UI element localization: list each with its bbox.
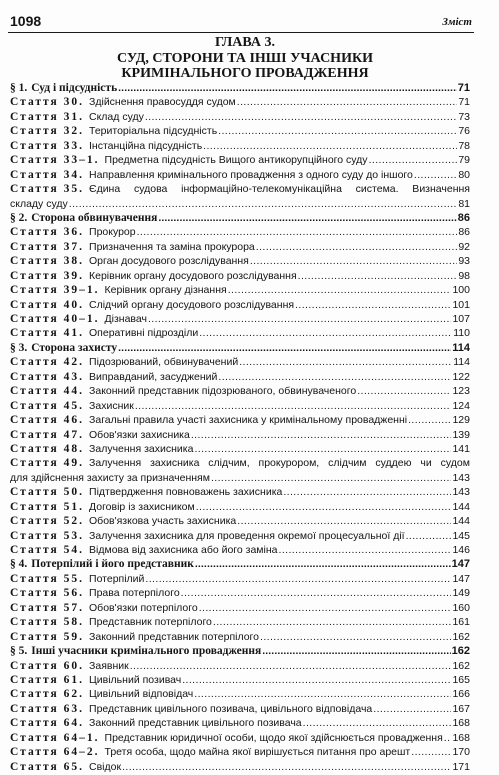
running-head: Зміст: [442, 16, 472, 28]
dot-leader: [199, 326, 452, 340]
entry-title: Залучення захисника для проведення окремої процесуальної дії: [89, 529, 405, 542]
entry-title: Склад суду: [89, 110, 144, 123]
entry-page-number: 166: [452, 688, 470, 701]
entry-line: [10, 471, 470, 485]
entry-page-number: 146: [452, 544, 470, 556]
entry-title: Залучення захисника слідчим, прокурором, слідчим суддею чи судом: [89, 457, 470, 470]
entry-label: Стаття 52.: [10, 515, 85, 528]
entry-page-number: 171: [452, 760, 470, 773]
entry-line: [10, 197, 470, 211]
entry-page-number: 80: [458, 168, 470, 181]
toc-article-entry: [10, 543, 470, 557]
dot-leader: [69, 197, 458, 211]
entry-line: [10, 95, 470, 109]
entry-page-number: 122: [452, 370, 470, 383]
entry-title: Представник юридичної особи, щодо якої здійснюється провадження: [104, 731, 443, 744]
entry-line: [10, 341, 470, 355]
entry-title: Дізнавач: [104, 313, 147, 325]
entry-title: Єдина судова інформаційно-телекомунікаційна система. Визначення: [89, 183, 470, 196]
entry-line: [10, 81, 470, 95]
entry-title: Представник потерпілого: [89, 616, 212, 629]
entry-line: [10, 211, 470, 225]
toc-article-entry: [10, 485, 470, 499]
toc-article-entry: [10, 384, 470, 398]
dot-leader: [260, 630, 451, 644]
toc-article-entry: [10, 760, 470, 774]
dot-leader: [145, 110, 457, 124]
entry-label: Стаття 60.: [10, 659, 85, 672]
entry-line: [10, 399, 470, 413]
entry-label: Стаття 55.: [10, 572, 85, 585]
entry-page-number: 168: [452, 731, 470, 744]
entry-label: Стаття 53.: [10, 529, 85, 542]
entry-title-continuation: складу суду: [10, 197, 68, 210]
entry-label: § 3.: [10, 341, 28, 354]
entry-label: Стаття 38.: [10, 255, 85, 268]
dot-leader: [148, 312, 452, 326]
chapter-heading: [10, 35, 480, 82]
entry-page-number: 143: [452, 486, 470, 499]
entry-line: [10, 283, 470, 297]
dot-leader: [137, 225, 458, 239]
toc-article-entry: [10, 442, 470, 456]
entry-title: Обов'язки захисника: [89, 428, 190, 441]
dot-leader: [211, 471, 452, 485]
toc-article-entry: [10, 673, 470, 687]
entry-page-number: 93: [458, 255, 470, 268]
dot-leader: [213, 615, 452, 629]
entry-line: [10, 384, 470, 398]
entry-line: [10, 182, 470, 196]
entry-label: Стаття 50.: [10, 486, 85, 499]
toc-section-entry: [10, 557, 470, 571]
entry-label: Стаття 61.: [10, 673, 85, 686]
entry-label: Стаття 39–1.: [10, 284, 100, 297]
page-number: 1098: [10, 13, 42, 29]
toc-article-entry: [10, 514, 470, 528]
entry-title: Прокурор: [89, 226, 136, 239]
dot-leader: [199, 601, 452, 615]
entry-line: [10, 731, 470, 745]
toc-article-entry: [10, 572, 470, 586]
entry-page-number: 81: [458, 197, 470, 210]
entry-line: [10, 326, 470, 340]
dot-leader: [303, 716, 452, 730]
entry-page-number: 129: [452, 414, 470, 427]
entry-label: Стаття 42.: [10, 356, 85, 369]
entry-title: Керівник органу досудового розслідування: [89, 269, 297, 282]
toc-article-entry: [10, 95, 470, 109]
entry-label: Стаття 30.: [10, 96, 85, 109]
table-of-contents: [10, 81, 470, 774]
toc-section-entry: [10, 81, 470, 95]
dot-leader: [373, 702, 451, 716]
entry-line: [10, 760, 470, 774]
entry-page-number: 76: [458, 125, 470, 138]
toc-article-entry: [10, 745, 470, 759]
entry-title: Предметна підсудність Вищого антикорупційного суду: [104, 154, 368, 167]
entry-label: Стаття 43.: [10, 370, 85, 383]
entry-label: § 2.: [10, 211, 28, 224]
entry-line: [10, 370, 470, 384]
dot-leader: [283, 485, 451, 499]
entry-page-number: 139: [452, 428, 470, 441]
entry-label: Стаття 54.: [10, 544, 85, 556]
entry-page-number: 145: [452, 529, 470, 542]
entry-title: Цивільний відповідач: [89, 688, 194, 701]
entry-label: Стаття 35.: [10, 183, 85, 196]
toc-article-entry: [10, 153, 470, 167]
entry-label: Стаття 48.: [10, 442, 85, 455]
entry-page-number: 114: [453, 356, 470, 369]
toc-article-entry: [10, 399, 470, 413]
toc-article-entry: [10, 529, 470, 543]
entry-label: Стаття 46.: [10, 414, 85, 427]
entry-line: [10, 702, 470, 716]
toc-article-entry: [10, 182, 470, 211]
entry-title: Представник цивільного позивача, цивільного відповідача: [89, 702, 373, 715]
entry-page-number: 110: [453, 327, 470, 340]
toc-article-entry: [10, 370, 470, 384]
toc-article-entry: [10, 312, 470, 326]
dot-leader: [118, 81, 457, 95]
toc-article-entry: [10, 615, 470, 629]
entry-line: [10, 428, 470, 442]
dot-leader: [406, 529, 452, 543]
entry-title: Призначення та заміна прокурора: [89, 240, 255, 253]
dot-leader: [118, 341, 451, 355]
toc-article-entry: [10, 687, 470, 701]
entry-line: [10, 153, 470, 167]
dot-leader: [194, 687, 451, 701]
entry-label: § 1.: [10, 82, 28, 94]
entry-label: Стаття 63.: [10, 702, 85, 715]
entry-label: Стаття 57.: [10, 601, 85, 614]
entry-label: Стаття 44.: [10, 385, 85, 398]
entry-label: Стаття 64–2.: [10, 746, 100, 759]
entry-title: Договір із захисником: [89, 500, 195, 513]
entry-label: Стаття 51.: [10, 500, 85, 513]
dot-leader: [369, 153, 458, 167]
chapter-title-line-2: КРИМІНАЛЬНОГО ПРОВАДЖЕННЯ: [121, 66, 369, 81]
entry-label: Стаття 31.: [10, 110, 85, 123]
dot-leader: [203, 139, 457, 153]
entry-page-number: 149: [452, 587, 470, 600]
dot-leader: [130, 659, 452, 673]
entry-line: [10, 485, 470, 499]
entry-title: Свідок: [89, 760, 122, 773]
entry-line: [10, 572, 470, 586]
entry-label: Стаття 40–1.: [10, 313, 100, 325]
dot-leader: [196, 500, 452, 514]
dot-leader: [357, 384, 451, 398]
entry-label: Стаття 64–1.: [10, 731, 100, 744]
entry-line: [10, 139, 470, 153]
toc-article-entry: [10, 716, 470, 730]
dot-leader: [256, 240, 458, 254]
entry-label: Стаття 40.: [10, 298, 85, 311]
entry-page-number: 71: [457, 82, 470, 94]
entry-label: Стаття 47.: [10, 428, 85, 441]
entry-line: [10, 586, 470, 600]
toc-article-entry: [10, 254, 470, 268]
entry-page-number: 141: [452, 442, 470, 455]
entry-title: Слідчий органу досудового розслідування: [89, 298, 295, 311]
entry-title: Орган досудового розслідування: [89, 255, 249, 268]
toc-article-entry: [10, 601, 470, 615]
entry-label: Стаття 49.: [10, 457, 85, 470]
entry-page-number: 144: [452, 500, 470, 513]
entry-title: Оперативні підрозділи: [89, 327, 199, 340]
entry-page-number: 98: [458, 269, 470, 282]
entry-label: Стаття 62.: [10, 688, 85, 701]
toc-section-entry: [10, 644, 470, 658]
entry-line: [10, 298, 470, 312]
toc-article-entry: [10, 586, 470, 600]
entry-line: [10, 500, 470, 514]
dot-leader: [250, 254, 457, 268]
entry-line: [10, 745, 470, 759]
toc-article-entry: [10, 500, 470, 514]
chapter-title-line-1: СУД, СТОРОНИ ТА ІНШІ УЧАСНИКИ: [116, 50, 373, 66]
toc-article-entry: [10, 413, 470, 427]
entry-page-number: 114: [452, 341, 470, 354]
entry-page-number: 100: [452, 284, 470, 297]
entry-title: Керівник органу дізнання: [104, 284, 227, 297]
entry-title: Інші учасники кримінального провадження: [31, 645, 262, 658]
entry-page-number: 167: [452, 702, 470, 715]
entry-line: [10, 413, 470, 427]
entry-title: Направлення кримінального провадження з одного суду до іншого: [89, 168, 413, 181]
dot-leader: [411, 745, 451, 759]
entry-title: Суд і підсудність: [31, 82, 118, 94]
entry-line: [10, 543, 470, 557]
entry-title-continuation: для здійснення захисту за призначенням: [10, 471, 210, 484]
entry-title: Підозрюваний, обвинувачений: [89, 356, 239, 369]
entry-label: Стаття 41.: [10, 327, 85, 340]
dot-leader: [135, 399, 452, 413]
entry-line: [10, 615, 470, 629]
dot-leader: [279, 543, 452, 557]
entry-line: [10, 269, 470, 283]
toc-article-entry: [10, 456, 470, 485]
entry-page-number: 79: [458, 154, 470, 167]
dot-leader: [191, 428, 452, 442]
dot-leader: [237, 514, 451, 528]
entry-line: [10, 456, 470, 470]
toc-article-entry: [10, 355, 470, 369]
toc-article-entry: [10, 283, 470, 297]
entry-title: Інстанційна підсудність: [89, 139, 203, 152]
entry-title: Захисник: [89, 399, 134, 412]
entry-page-number: 162: [451, 645, 470, 658]
dot-leader: [237, 95, 458, 109]
toc-article-entry: [10, 110, 470, 124]
dot-leader: [262, 644, 450, 658]
toc-article-entry: [10, 428, 470, 442]
entry-label: Стаття 37.: [10, 240, 85, 253]
entry-title: Загальні правила участі захисника у кримінальному провадженні: [89, 414, 408, 427]
entry-line: [10, 254, 470, 268]
toc-article-entry: [10, 168, 470, 182]
entry-line: [10, 601, 470, 615]
entry-label: Стаття 34.: [10, 168, 85, 181]
entry-line: [10, 168, 470, 182]
entry-page-number: 101: [452, 298, 470, 311]
toc-article-entry: [10, 326, 470, 340]
entry-title: Підтвердження повноважень захисника: [89, 486, 283, 499]
entry-page-number: 124: [452, 399, 470, 412]
dot-leader: [158, 211, 456, 225]
entry-label: § 5.: [10, 645, 28, 658]
toc-article-entry: [10, 702, 470, 716]
entry-line: [10, 673, 470, 687]
toc-section-entry: [10, 211, 470, 225]
entry-label: Стаття 58.: [10, 616, 85, 629]
entry-page-number: 162: [452, 630, 470, 643]
entry-label: Стаття 33–1.: [10, 154, 100, 167]
entry-label: Стаття 56.: [10, 587, 85, 600]
entry-label: Стаття 32.: [10, 125, 85, 138]
entry-line: [10, 557, 470, 571]
toc-article-entry: [10, 298, 470, 312]
entry-page-number: 165: [452, 673, 470, 686]
dot-leader: [122, 760, 451, 774]
entry-label: Стаття 39.: [10, 269, 85, 282]
entry-page-number: 160: [452, 601, 470, 614]
dot-leader: [298, 269, 458, 283]
entry-title: Сторона захисту: [31, 341, 118, 354]
dot-leader: [414, 168, 457, 182]
entry-page-number: 86: [457, 211, 470, 224]
entry-line: [10, 644, 470, 658]
entry-page-number: 147: [452, 572, 470, 585]
toc-article-entry: [10, 124, 470, 138]
entry-page-number: 123: [452, 385, 470, 398]
entry-label: Стаття 33.: [10, 139, 85, 152]
entry-label: Стаття 36.: [10, 226, 85, 239]
toc-article-entry: [10, 225, 470, 239]
entry-page-number: 107: [452, 313, 470, 325]
entry-title: Сторона обвинувачення: [31, 211, 158, 224]
entry-title: Законний представник цивільного позивача: [89, 717, 302, 730]
dot-leader: [408, 413, 451, 427]
toc-article-entry: [10, 139, 470, 153]
toc-section-entry: [10, 341, 470, 355]
entry-page-number: 144: [452, 515, 470, 528]
entry-page-number: 92: [458, 240, 470, 253]
entry-line: [10, 687, 470, 701]
entry-line: [10, 529, 470, 543]
entry-title: Законний представник підозрюваного, обвинуваченого: [89, 385, 357, 398]
toc-article-entry: [10, 240, 470, 254]
entry-label: § 4.: [10, 558, 28, 571]
entry-line: [10, 312, 470, 326]
entry-title: Законний представник потерпілого: [89, 630, 259, 643]
dot-leader: [195, 557, 451, 571]
dot-leader: [218, 370, 451, 384]
entry-label: Стаття 65.: [10, 760, 85, 773]
entry-title: Цивільний позивач: [89, 673, 182, 686]
entry-title: Здійснення правосуддя судом: [89, 96, 236, 109]
entry-title: Обов'язки потерпілого: [89, 601, 198, 614]
entry-title: Заявник: [89, 659, 129, 672]
entry-page-number: 71: [458, 96, 470, 109]
dot-leader: [228, 283, 452, 297]
entry-title: Права потерпілого: [89, 587, 180, 600]
toc-article-entry: [10, 630, 470, 644]
dot-leader: [239, 355, 452, 369]
entry-line: [10, 124, 470, 138]
entry-line: [10, 442, 470, 456]
entry-title: Виправданий, засуджений: [89, 370, 218, 383]
entry-label: Стаття 64.: [10, 717, 85, 730]
toc-article-entry: [10, 269, 470, 283]
entry-title: Обов'язкова участь захисника: [89, 515, 237, 528]
entry-line: [10, 630, 470, 644]
entry-line: [10, 716, 470, 730]
dot-leader: [444, 731, 452, 745]
entry-label: Стаття 59.: [10, 630, 85, 643]
entry-title: Відмова від захисника або його заміна: [89, 544, 278, 556]
entry-title: Потерпілий: [89, 572, 145, 585]
toc-article-entry: [10, 659, 470, 673]
page-header: [8, 8, 474, 33]
entry-line: [10, 240, 470, 254]
dot-leader: [194, 442, 451, 456]
entry-title: Територіальна підсудність: [89, 125, 218, 138]
entry-page-number: 170: [452, 746, 470, 759]
dot-leader: [181, 586, 452, 600]
entry-page-number: 86: [458, 226, 470, 239]
entry-label: Стаття 45.: [10, 399, 85, 412]
entry-line: [10, 514, 470, 528]
entry-page-number: 78: [458, 139, 470, 152]
dot-leader: [145, 572, 451, 586]
entry-page-number: 161: [452, 616, 470, 629]
entry-line: [10, 355, 470, 369]
entry-line: [10, 225, 470, 239]
entry-title: Третя особа, щодо майна якої вирішується питання про арешт: [104, 746, 411, 759]
entry-line: [10, 110, 470, 124]
entry-line: [10, 659, 470, 673]
entry-page-number: 168: [452, 717, 470, 730]
entry-title: Потерпілий і його представник: [31, 558, 194, 571]
toc-article-entry: [10, 731, 470, 745]
dot-leader: [295, 298, 451, 312]
dot-leader: [182, 673, 451, 687]
entry-page-number: 162: [452, 659, 470, 672]
entry-page-number: 143: [452, 471, 470, 484]
entry-page-number: 147: [451, 558, 470, 571]
chapter-label: ГЛАВА 3.: [215, 35, 275, 50]
entry-page-number: 73: [458, 110, 470, 123]
dot-leader: [218, 124, 457, 138]
entry-title: Залучення захисника: [89, 442, 194, 455]
